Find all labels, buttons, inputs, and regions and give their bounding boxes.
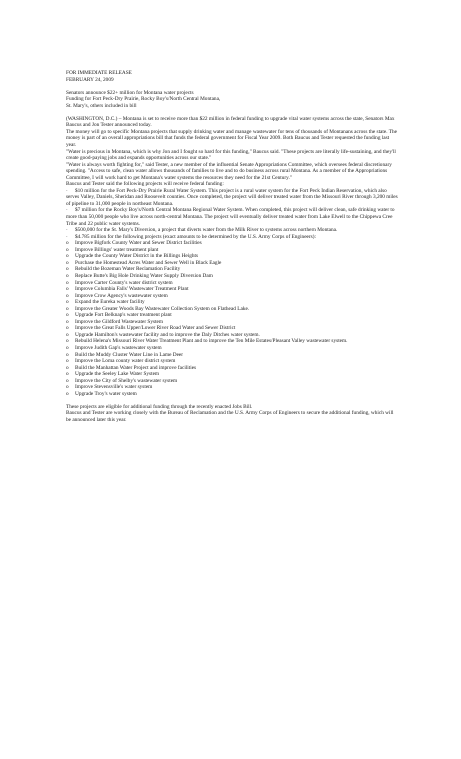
bullet-o: o (66, 246, 69, 253)
bullet-o: o (66, 338, 69, 345)
bullet-o: o (66, 279, 69, 286)
project-item-text: Rebuild Helena's Missouri River Water Treatment Plant and to improve the Ten Mile Estates/Pleasant Valley wastewater system. (75, 338, 348, 345)
bullet-dot: · (66, 187, 68, 194)
bullet-o: o (66, 351, 69, 358)
project-item-text: Replace Butte's Big Hole Drinking Water Supply Diversion Dam (75, 272, 213, 279)
bullet-o: o (66, 325, 69, 332)
project-item-text: Improve the City of Shelby's wastewater system (75, 377, 178, 384)
headline-block (66, 90, 398, 110)
press-release-document (66, 70, 398, 424)
project-list (66, 240, 398, 397)
bullet-o: o (66, 377, 69, 384)
bullet-o: o (66, 305, 69, 312)
bullet-o: o (66, 253, 69, 260)
jobs-bill-paragraph: These projects are eligible for additional funding through the recently enacted Jobs Bill. (66, 403, 253, 410)
funding-item-text: $500,000 for the St. Mary's Diversion, a project that diverts water from the Milk River to systems across northern Montana. (75, 227, 338, 234)
bullet-o: o (66, 371, 69, 378)
bullet-o: o (66, 358, 69, 365)
bullet-dot: · (66, 233, 68, 240)
bullet-dot: · (66, 227, 68, 234)
funding-item-text: $7 million for the Rocky Boy's/North Central Montana Regional Water System. When completed, this project will deliver clean, safe drinking water to more than 50,000 people who live across north-central Montana. The project will eventually deliver treated water from Lake Elwell to the Chippewa Cree Tribe and 22 public water systems. (66, 207, 395, 227)
project-item-text: Upgrade the Seeley Lake Water System (75, 371, 160, 378)
bullet-o: o (66, 272, 69, 279)
project-item-text: Build the Manhattan Water Project and improve facilities (75, 364, 197, 371)
release-date: FEBRUARY 24, 2009 (66, 76, 114, 83)
project-item-text: Improve Bigfork County Water and Sewer District facilities (75, 240, 202, 247)
body-text (66, 116, 398, 188)
project-item-text: Rebuild the Bozeman Water Reclamation Facility (75, 266, 181, 273)
project-item-text: Improve the Greater Woods Bay Wastewater Collection System on Flathead Lake. (75, 305, 250, 312)
headline-title: Senators announce $22+ million for Montana water projects (66, 89, 194, 96)
funding-item-text: $10 million for the Fort Peck-Dry Prairie Rural Water System. This project is a rural water system for the Fort Peck Indian Reservation, which also serves Valley, Daniels, Sheridan and Roosevelt counties. Once completed, the project will deliver treated water from the Missouri River through 3,200 miles of pipeline to 31,000 people in northeast Montana. (66, 187, 398, 207)
bullet-o: o (66, 390, 69, 397)
headline-subtitle: Funding for Fort Peck-Dry Prairie, Rocky Boy's/North Central Montana, (66, 96, 221, 103)
project-item-text: Upgrade the County Water District in the Billings Heights (75, 253, 199, 260)
bullet-o: o (66, 299, 69, 306)
bullet-o: o (66, 364, 69, 371)
funding-item (66, 207, 398, 227)
project-item-text: Improve Stevensville's water system (75, 384, 153, 391)
funding-list (66, 188, 398, 240)
project-item-text: Improve the Gildford Wastewater System (75, 318, 164, 325)
project-item-text: Improve the Loma county water district system (75, 358, 176, 365)
funding-purpose-paragraph: The money will go to specific Montana projects that supply drinking water and manage wastewater for tens of thousands of Montanans across the state. The money is part of an overall appropriations bill that funds the federal government for Fiscal Year 2009. Both Baucus and Tester requested the funding last year. (66, 128, 398, 149)
bullet-o: o (66, 344, 69, 351)
dateline-paragraph: (WASHINGTON, D.C.) – Montana is set to receive more than $22 million in federal funding to upgrade vital water systems across the state, Senators Max Baucus and Jon Tester announced today. (66, 115, 395, 129)
additional-funding-paragraph: Baucus and Tester are working closely with the Bureau of Reclamation and the U.S. Army Corps of Engineers to secure the additional funding, which will be announced later this year. (66, 410, 394, 423)
bullet-o: o (66, 318, 69, 325)
bullet-o: o (66, 259, 69, 266)
bullet-dot: · (66, 207, 68, 214)
bullet-o: o (66, 240, 69, 247)
funding-item-text: $4.785 million for the following projects (exact amounts to be determined by the U.S. Army Corps of Engineers): (75, 233, 316, 240)
project-item-text: Upgrade Fort Belknap's water treatment plant (75, 312, 172, 319)
project-item-text: Upgrade Troy's water system (75, 390, 137, 397)
bullet-o: o (66, 331, 69, 338)
project-item-text: Expand the Eureka water facility (75, 299, 145, 306)
project-item-text: Improve Carter County's water district system (75, 279, 173, 286)
funding-item (66, 188, 398, 208)
project-item-text: Improve the Great Falls Upper/Lower River Road Water and Sewer District (75, 325, 236, 332)
project-item-text: Upgrade Hamilton's wastewater facility and to improve the Daly Ditches water system. (75, 331, 260, 338)
bullet-o: o (66, 312, 69, 319)
headline-subtitle-continued: St. Mary's, others included in bill (66, 102, 137, 109)
project-item-text: Purchase the Homestead Acres Water and Sewer Well in Black Eagle (75, 259, 222, 266)
tester-quote-paragraph: "Water is always worth fighting for," said Tester, a new member of the influential Senate Appropriations Committee, which oversees federal discretionary spending. "Access to safe, clean water allows thousands of families to live and to do business across rural Montana. As a member of the Appropriations Committee, I will work hard to get Montana's water systems the resources they need for the 21st Century." (66, 161, 392, 181)
bullet-o: o (66, 292, 69, 299)
bullet-o: o (66, 384, 69, 391)
baucus-quote-paragraph: "Water is precious in Montana, which is why Jon and I fought so hard for this funding," Baucus said. "These projects are literally life-sustaining, and they'll create good-paying jobs and expands opportunities across our state." (66, 148, 396, 162)
closing-block (66, 404, 398, 424)
project-item-text: Improve Billings' water treatment plant (75, 246, 159, 253)
funding-intro-paragraph: Baucus and Tester said the following projects will receive federal funding: (66, 181, 224, 188)
project-item-text: Improve Columbia Falls' Wastewater Treatment Plant (75, 286, 189, 293)
bullet-o: o (66, 286, 69, 293)
bullet-o: o (66, 266, 69, 273)
release-label: FOR IMMEDIATE RELEASE (66, 70, 132, 76)
project-item-text: Improve Crow Agency's wastewater system (75, 292, 168, 299)
project-item-text: Improve Judith Gap's wastewater system (75, 344, 162, 351)
project-item-text: Build the Muddy Cluster Water Line in Lame Deer (75, 351, 184, 358)
